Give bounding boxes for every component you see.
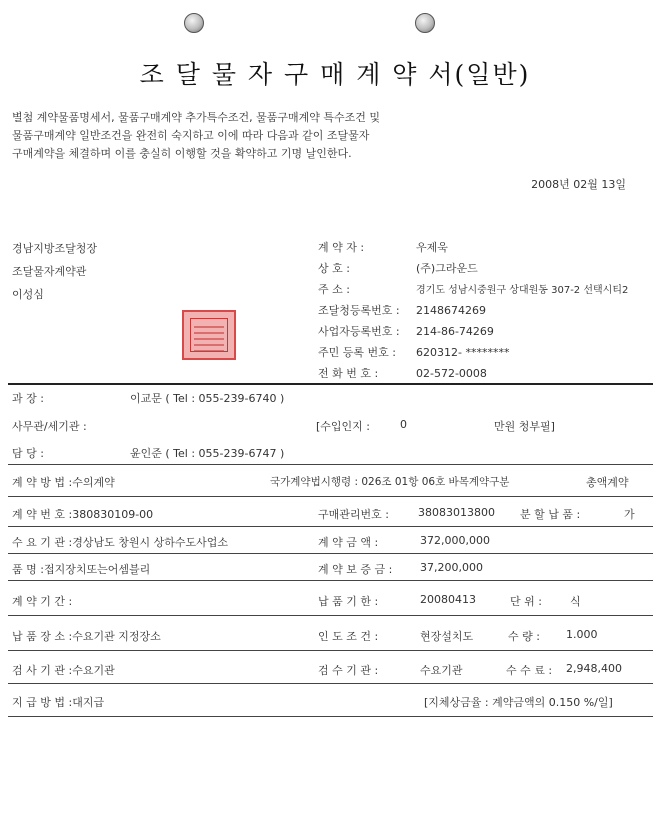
punch-hole-left [184, 13, 204, 33]
place-value: 수요기관 지정장소 [72, 630, 161, 643]
row-divider [8, 615, 653, 616]
row-divider [8, 716, 653, 717]
revenue-stamp-value: 0 [400, 418, 407, 431]
chief-label: 과 장 : [12, 392, 44, 405]
place-row [12, 628, 161, 644]
mgmt-value: 38083013800 [418, 506, 495, 519]
pay-label: 지 급 방 법 : [12, 696, 73, 709]
staff-value: 윤인준 ( Tel : 055-239-6747 ) [130, 447, 285, 460]
unit-value: 식 [570, 595, 581, 608]
penalty-text: [지체상금율 : 계약금액의 0.150 %/일] [424, 696, 613, 709]
inspect-row [12, 662, 115, 678]
buyer-org: 경남지방조달청장 [12, 242, 98, 255]
section-divider [8, 383, 653, 385]
accept-value: 수요기관 [420, 664, 463, 677]
terms-value: 현장설치도 [420, 630, 474, 643]
deposit-label: 계 약 보 증 금 : [318, 563, 393, 576]
intro-line: 별첨 계약물품명세서, 물품구매계약 추가특수조건, 물품구매계약 특수조건 및 [12, 111, 381, 124]
item-value: 접지장치또는어셈블리 [43, 563, 151, 576]
contract-no-row [12, 506, 153, 522]
row-divider [8, 580, 653, 581]
method-label: 계 약 방 법 : [12, 476, 73, 489]
period-row [12, 593, 72, 609]
method-value: 수의계약 [72, 476, 115, 489]
method-row [12, 474, 115, 490]
contractor-row: 사업자등록번호 : 214-86-74269 [318, 325, 494, 338]
item-label: 품 명 : [12, 563, 44, 576]
agency-value: 경상남도 창원시 상하수도사업소 [72, 536, 228, 549]
accept-label: 검 수 기 관 : [318, 664, 379, 677]
contractor-row: 조달청등록번호 : 2148674269 [318, 304, 486, 317]
staff-row [12, 445, 284, 461]
mgmt-label: 구매관리번호 : [318, 508, 389, 521]
official-seal [182, 310, 236, 360]
contractor-row: 주 소 : 경기도 성남시중원구 상대원동 307-2 선택시티2 [318, 283, 629, 296]
item-row [12, 561, 150, 577]
unit-label: 단 위 : [510, 595, 542, 608]
pay-value: 대지급 [72, 696, 105, 709]
intro-line: 물품구매계약 일반조건을 완전히 숙지하고 이에 따라 다음과 같이 조달물자 [12, 129, 370, 142]
contractor-row: 상 호 : (주)그라운드 [318, 262, 478, 275]
agency-label: 수 요 기 관 : [12, 536, 73, 549]
chief-row [12, 390, 284, 406]
intro-paragraph [12, 109, 652, 163]
page-title: 조 달 물 자 구 매 계 약 서(일반) [139, 60, 531, 89]
buyer-dept: 조달물자계약관 [12, 265, 87, 278]
contract-no-value: 380830109-00 [72, 508, 154, 521]
contractor-block [318, 237, 628, 384]
inspect-label: 검 사 기 관 : [12, 664, 73, 677]
contract-type: 총액계약 [586, 476, 629, 489]
terms-label: 인 도 조 건 : [318, 630, 379, 643]
contract-no-label: 계 약 번 호 : [12, 508, 73, 521]
row-divider [8, 683, 653, 684]
clerk-row [12, 418, 87, 434]
row-divider [8, 496, 653, 497]
law-text: 국가계약법시행령 : 026조 01항 06호 바목계약구분 [270, 476, 510, 488]
fee-label: 수 수 료 : [506, 664, 553, 677]
amount-value: 372,000,000 [420, 534, 490, 547]
qty-value: 1.000 [566, 628, 598, 641]
punch-hole-right [415, 13, 435, 33]
pay-row [12, 694, 104, 710]
chief-value: 이교문 ( Tel : 055-239-6740 ) [130, 392, 285, 405]
staff-label: 담 당 : [12, 447, 44, 460]
row-divider [8, 526, 653, 527]
place-label: 납 품 장 소 : [12, 630, 73, 643]
row-divider [8, 553, 653, 554]
contractor-row: 계 약 자 : 우제욱 [318, 241, 448, 254]
contractor-row: 전 화 번 호 : 02-572-0008 [318, 367, 487, 380]
fee-value: 2,948,400 [566, 662, 622, 675]
contractor-row: 주민 등록 번호 : 620312- ******** [318, 346, 510, 359]
deposit-value: 37,200,000 [420, 561, 483, 574]
row-divider [8, 464, 653, 465]
qty-label: 수 량 : [508, 630, 540, 643]
buyer-block [12, 237, 97, 306]
intro-line: 구매계약을 체결하며 이를 충실히 이행할 것을 확약하고 기명 날인한다. [12, 147, 352, 160]
agency-row [12, 534, 228, 550]
revenue-stamp-unit: 만원 청부필] [494, 420, 555, 433]
amount-label: 계 약 금 액 : [318, 536, 379, 549]
contract-date: 2008년 02월 13일 [531, 178, 626, 191]
inspect-value: 수요기관 [72, 664, 115, 677]
buyer-name: 이성심 [12, 288, 44, 301]
split-label: 분 할 납 품 : [520, 508, 581, 521]
clerk-label: 사무관/세기관 : [12, 420, 87, 433]
period-label: 계 약 기 간 : [12, 595, 73, 608]
revenue-stamp-label: [수입인지 : [316, 420, 370, 433]
row-divider [8, 650, 653, 651]
delivery-value: 20080413 [420, 593, 476, 606]
delivery-label: 납 품 기 한 : [318, 595, 379, 608]
split-value: 가 [624, 508, 635, 521]
